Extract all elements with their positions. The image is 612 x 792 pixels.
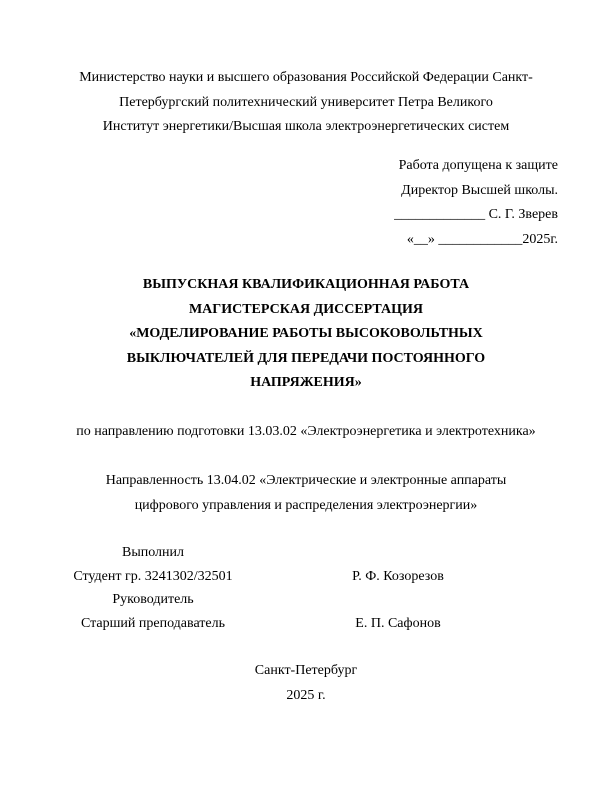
approval-date-line: «__» ____________2025г. — [406, 232, 558, 248]
performer-row — [0, 565, 612, 589]
student-name: Р. Ф. Козорезов — [352, 568, 444, 584]
title-line: ВЫПУСКНАЯ КВАЛИФИКАЦИОННАЯ РАБОТА — [142, 277, 470, 292]
performer-row — [0, 588, 612, 612]
university-line: Петербургский политехнический университет Петра Великого — [119, 94, 493, 110]
title-line: ВЫКЛЮЧАТЕЛЕЙ ДЛЯ ПЕРЕДАЧИ ПОСТОЯННОГО — [126, 350, 486, 366]
thesis-title — [36, 273, 576, 396]
supervisor-position-label: Старший преподаватель — [80, 616, 226, 632]
title-line: МАГИСТЕРСКАЯ ДИССЕРТАЦИЯ — [188, 301, 424, 317]
title-line: «МОДЕЛИРОВАНИЕ РАБОТЫ ВЫСОКОВОЛЬТНЫХ — [129, 326, 483, 341]
performer-row — [0, 612, 612, 636]
supervisor-name: Е. П. Сафонов — [355, 616, 441, 632]
year-label: 2025 г. — [286, 687, 326, 703]
performer-name — [318, 541, 478, 565]
approver-position: Директор Высшей школы. — [401, 182, 558, 198]
approval-statement: Работа допущена к защите — [398, 158, 558, 173]
performers-block — [0, 541, 612, 636]
approval-block — [394, 154, 558, 253]
performed-by-label: Выполнил — [121, 545, 184, 560]
specialization-line: Направленность 13.04.02 «Электрические и электронные аппараты — [105, 473, 507, 488]
footer-block — [0, 659, 612, 709]
supervisor-label: Руководитель — [112, 592, 194, 608]
ministry-line: Министерство науки и высшего образования Российской Федерации Санкт- — [79, 70, 533, 85]
city-label: Санкт-Петербург — [254, 663, 358, 678]
specialization — [36, 469, 576, 518]
university-header — [36, 66, 576, 140]
approver-signature-line: _____________ С. Г. Зверев — [394, 207, 558, 223]
title-line: НАПРЯЖЕНИЯ» — [250, 375, 362, 390]
performer-row — [0, 541, 612, 565]
field-of-study: по направлению подготовки 13.03.02 «Электроэнергетика и электротехника» — [76, 424, 536, 439]
student-group-label: Студент гр. 3241302/32501 — [73, 568, 233, 584]
performer-name — [318, 588, 478, 612]
institute-line: Институт энергетики/Высшая школа электроэнергетических систем — [102, 119, 510, 135]
specialization-line: цифрового управления и распределения электроэнергии» — [134, 497, 478, 513]
